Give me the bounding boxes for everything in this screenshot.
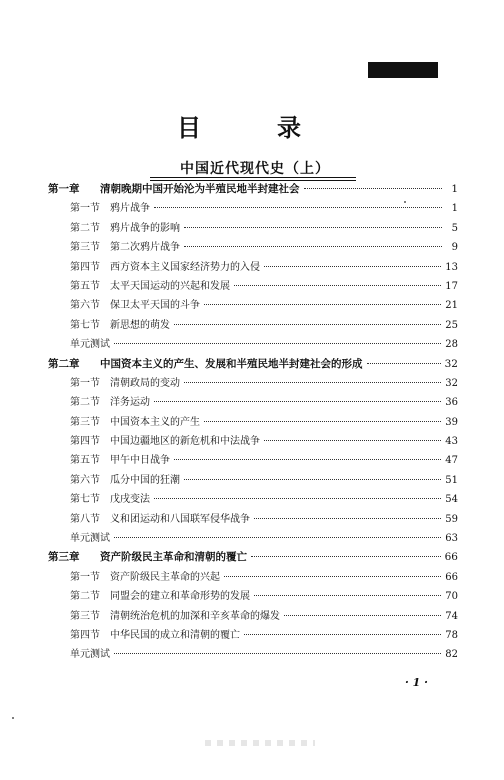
toc-entry-number: 第一节 [70, 377, 100, 389]
dot-leader [184, 245, 442, 247]
toc-section-row [48, 607, 458, 626]
toc-page-number: 39 [445, 416, 458, 428]
toc-section-row [48, 490, 458, 509]
toc-section-row [48, 296, 458, 315]
toc-chapter-row [48, 548, 458, 567]
toc-entry-title: 单元测试 [70, 533, 110, 545]
dot-leader [204, 420, 441, 422]
dot-leader [254, 517, 441, 519]
toc-entry-number: 第四节 [70, 436, 100, 448]
dot-leader [154, 206, 442, 208]
toc-section-row [48, 471, 458, 490]
page-number: · 1 · [405, 676, 428, 689]
toc-entry-number: 第二节 [70, 397, 100, 409]
toc-entry-number: 第二节 [70, 222, 100, 234]
toc-section-row [48, 587, 458, 606]
toc-section-row [48, 626, 458, 645]
toc-section-row [48, 432, 458, 451]
toc-page-number: 54 [445, 494, 458, 506]
toc-section-row [48, 238, 458, 257]
dot-leader [204, 303, 441, 305]
toc-entry-number: 第一章 [48, 183, 80, 195]
toc-entry-title: 洋务运动 [110, 397, 150, 409]
toc-section-row [48, 529, 458, 548]
toc-page-number: 78 [445, 629, 458, 641]
toc-page-number: 82 [445, 649, 458, 661]
toc-page-number: 66 [444, 551, 458, 564]
toc-entry-number: 第三节 [70, 242, 100, 254]
toc-entry-title: 戊戌变法 [110, 494, 150, 506]
toc-entry-title: 西方资本主义国家经济势力的入侵 [110, 261, 260, 273]
dot-leader [251, 555, 441, 557]
toc-entry-title: 清朝晚期中国开始沦为半殖民地半封建社会 [100, 183, 300, 195]
toc-entry-title: 鸦片战争的影响 [110, 222, 180, 234]
toc-section-row [48, 645, 458, 664]
toc-entry-title: 第二次鸦片战争 [110, 242, 180, 254]
toc-page-number: 32 [445, 377, 458, 389]
toc-page-number: 21 [445, 300, 458, 312]
toc-page-number: 32 [444, 357, 458, 370]
toc-entry-number: 第六节 [70, 300, 100, 312]
toc-entry-title: 中国资本主义的产生 [110, 416, 200, 428]
toc-chapter-row [48, 180, 458, 199]
toc-entry-number: 第四节 [70, 261, 100, 273]
toc-entry-number: 第七节 [70, 319, 100, 331]
toc-entry-title: 单元测试 [70, 649, 110, 661]
toc-entry-number: 第三节 [70, 416, 100, 428]
toc-entry-title: 资产阶级民主革命的兴起 [110, 571, 220, 583]
toc-entry-title: 清朝政局的变动 [110, 377, 180, 389]
toc-entry-title: 资产阶级民主革命和清朝的覆亡 [100, 551, 247, 564]
dot-leader [367, 362, 441, 364]
dot-leader [184, 381, 441, 383]
toc-entry-title: 清朝统治危机的加深和辛亥革命的爆发 [110, 610, 280, 622]
dot-leader [154, 497, 441, 499]
toc-page-number: 63 [445, 533, 458, 545]
toc-entry-number: 第五节 [70, 455, 100, 467]
dot-leader [234, 284, 441, 286]
toc-page-number: 59 [445, 513, 458, 525]
toc-section-row [48, 258, 458, 277]
toc-chapter-row [48, 355, 458, 374]
toc-section-row [48, 568, 458, 587]
toc-page-number: 70 [445, 591, 458, 603]
corner-marker-bar [368, 62, 438, 78]
toc-page-number: 28 [445, 339, 458, 351]
toc-page-number: 1 [451, 203, 458, 215]
toc-section-row [48, 374, 458, 393]
dot-leader [304, 187, 443, 189]
dot-leader [264, 265, 441, 267]
toc-entry-title: 瓜分中国的狂潮 [110, 474, 180, 486]
toc-page-number: 13 [445, 261, 458, 273]
book-subtitle: 中国近代现代史（上） [180, 161, 330, 177]
toc-entry-number: 第四节 [70, 629, 100, 641]
toc-page-number: 5 [451, 222, 458, 234]
toc-entry-number: 第八节 [70, 513, 100, 525]
dot-leader [114, 536, 441, 538]
toc-page-number: 51 [445, 474, 458, 486]
toc-page-number: 9 [451, 242, 458, 254]
toc-entry-number: 第三节 [70, 610, 100, 622]
toc-section-row [48, 451, 458, 470]
scan-bleed-through [205, 740, 315, 746]
toc-entry-title: 中华民国的成立和清朝的覆亡 [110, 629, 240, 641]
toc-entry-title: 中国边疆地区的新危机和中法战争 [110, 436, 260, 448]
toc-section-row [48, 277, 458, 296]
toc-entry-title: 保卫太平天国的斗争 [110, 300, 200, 312]
toc-page-number: 74 [445, 610, 458, 622]
toc-page-number: 36 [445, 397, 458, 409]
toc-section-row [48, 316, 458, 335]
dot-leader [174, 458, 441, 460]
toc-entry-number: 第一节 [70, 203, 100, 215]
dot-leader [184, 226, 442, 228]
toc-entry-number: 第一节 [70, 571, 100, 583]
toc-entry-title: 中国资本主义的产生、发展和半殖民地半封建社会的形成 [100, 357, 363, 370]
toc-entry-title: 甲午中日战争 [110, 455, 170, 467]
toc-page-number: 43 [445, 436, 458, 448]
dot-leader [184, 478, 441, 480]
dot-leader [114, 342, 441, 344]
dot-leader [224, 575, 441, 577]
subtitle-rule [150, 177, 356, 178]
page-title: 目 录 [177, 114, 327, 142]
table-of-contents [48, 180, 458, 665]
scan-speck [12, 717, 14, 719]
toc-page-number: 1 [451, 183, 458, 195]
dot-leader [114, 652, 441, 654]
toc-entry-title: 新思想的萌发 [110, 319, 170, 331]
toc-section-row [48, 413, 458, 432]
dot-leader [284, 614, 441, 616]
toc-entry-number: 第七节 [70, 494, 100, 506]
dot-leader [264, 439, 441, 441]
toc-entry-title: 鸦片战争 [110, 203, 150, 215]
toc-entry-title: 义和团运动和八国联军侵华战争 [110, 513, 250, 525]
dot-leader [154, 400, 441, 402]
toc-entry-title: 太平天国运动的兴起和发展 [110, 280, 230, 292]
toc-entry-number: 第二章 [48, 357, 80, 370]
toc-page-number: 47 [445, 455, 458, 467]
toc-page-number: 17 [445, 280, 458, 292]
toc-section-row [48, 199, 458, 218]
toc-entry-title: 同盟会的建立和革命形势的发展 [110, 591, 250, 603]
dot-leader [244, 633, 441, 635]
toc-section-row [48, 510, 458, 529]
toc-entry-title: 单元测试 [70, 339, 110, 351]
toc-section-row [48, 335, 458, 354]
toc-section-row [48, 393, 458, 412]
scan-speck [404, 201, 406, 203]
toc-page-number: 66 [445, 571, 458, 583]
toc-section-row [48, 219, 458, 238]
dot-leader [174, 323, 441, 325]
toc-entry-number: 第三章 [48, 551, 80, 564]
dot-leader [254, 594, 441, 596]
toc-entry-number: 第六节 [70, 474, 100, 486]
toc-entry-number: 第五节 [70, 280, 100, 292]
toc-page-number: 25 [445, 319, 458, 331]
toc-entry-number: 第二节 [70, 591, 100, 603]
